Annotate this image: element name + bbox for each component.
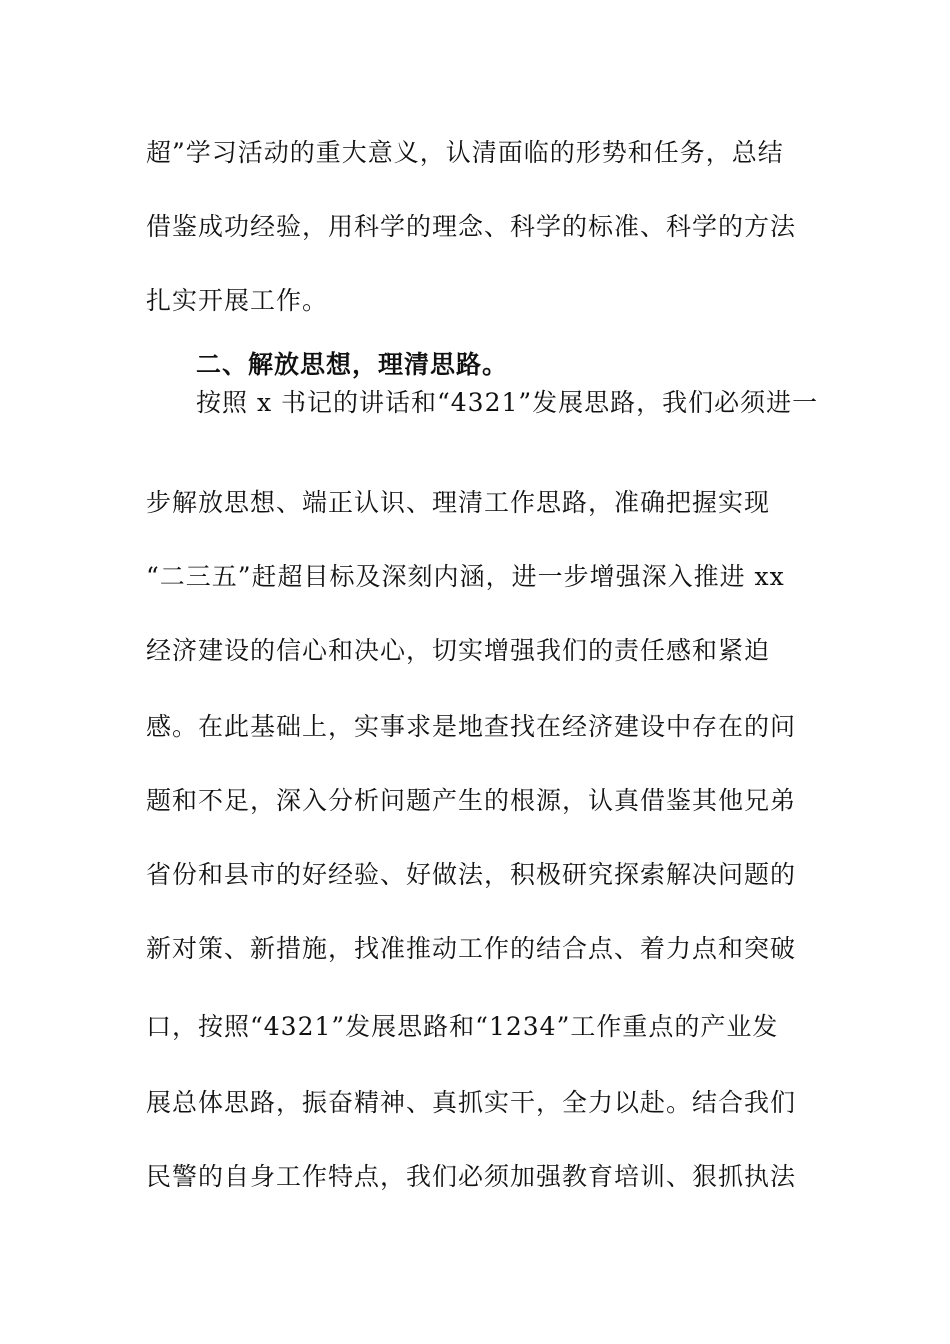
paragraph-line: 新对策、新措施，找准推动工作的结合点、着力点和突破	[146, 934, 797, 963]
paragraph-line: 展总体思路，振奋精神、真抓实干，全力以赴。结合我们	[146, 1088, 797, 1117]
paragraph-line: 按照 x 书记的讲话和“4321”发展思路，我们必须进一	[196, 388, 819, 417]
paragraph-line: 口，按照“4321”发展思路和“1234”工作重点的产业发	[146, 1012, 779, 1041]
paragraph-line: 经济建设的信心和决心，切实增强我们的责任感和紧迫	[146, 636, 771, 665]
paragraph-line: 民警的自身工作特点，我们必须加强教育培训、狠抓执法	[146, 1162, 797, 1191]
paragraph-line: 感。在此基础上，实事求是地查找在经济建设中存在的问	[146, 712, 797, 741]
paragraph-line: 扎实开展工作。	[146, 286, 329, 315]
paragraph-line: 省份和县市的好经验、好做法，积极研究探索解决问题的	[146, 860, 797, 889]
paragraph-line: 题和不足，深入分析问题产生的根源，认真借鉴其他兄弟	[146, 786, 797, 815]
paragraph-line: 步解放思想、端正认识、理清工作思路，准确把握实现	[146, 488, 771, 517]
section-heading: 二、解放思想，理清思路。	[196, 350, 509, 379]
paragraph-line: 借鉴成功经验，用科学的理念、科学的标准、科学的方法	[146, 212, 797, 241]
paragraph-line: “二三五”赶超目标及深刻内涵，进一步增强深入推进 xx	[146, 562, 785, 591]
paragraph-line: 超”学习活动的重大意义，认清面临的形势和任务，总结	[146, 138, 784, 167]
